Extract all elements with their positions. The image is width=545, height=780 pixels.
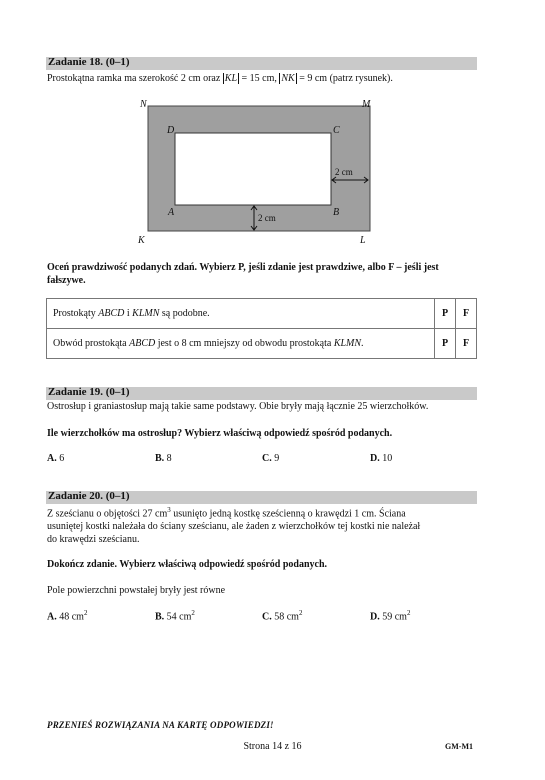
statement-text: Obwód prostokąta xyxy=(53,338,130,349)
intro-text: Z sześcianu o objętości 27 cm xyxy=(47,508,168,520)
page-number: Strona 14 z 16 xyxy=(243,741,302,752)
dim-bottom-label: 2 cm xyxy=(258,213,276,223)
statement-text: są podobne. xyxy=(159,308,210,319)
label-k: K xyxy=(138,235,145,246)
option-value: 58 cm xyxy=(274,611,299,623)
statement-text: Prostokąty xyxy=(53,308,99,319)
option-letter: B. xyxy=(155,611,165,623)
statement-abcd: ABCD xyxy=(129,338,156,349)
kl-value: = 15 cm, xyxy=(241,73,277,84)
task20-option-c[interactable] xyxy=(262,609,302,622)
option-value: 8 xyxy=(166,453,172,464)
option-letter: D. xyxy=(370,611,380,623)
task19-option-a[interactable] xyxy=(47,453,64,464)
task19-intro: Ostrosłup i graniastosłup mają takie same podstawy. Obie bryły mają łącznie 25 wierzchołków. xyxy=(47,401,429,412)
option-value: 54 cm xyxy=(166,611,192,623)
task18-header-bar xyxy=(46,57,477,70)
statement-text: . xyxy=(361,338,364,349)
dim-right-label: 2 cm xyxy=(335,167,353,177)
option-letter: A. xyxy=(47,453,57,464)
label-d: D xyxy=(167,125,175,136)
label-n: N xyxy=(140,99,147,110)
task20-question: Dokończ zdanie. Wybierz właściwą odpowiedź spośród podanych. xyxy=(47,559,328,570)
table-row xyxy=(47,299,477,329)
task20-option-b[interactable] xyxy=(155,609,195,622)
table-row xyxy=(47,329,477,359)
exam-code: GM-M1 xyxy=(445,742,473,751)
statement-cell xyxy=(47,329,435,359)
task19-header-bar xyxy=(46,387,477,400)
task19-question: Ile wierzchołków ma ostrosłup? Wybierz właściwą odpowiedź spośród podanych. xyxy=(47,428,393,439)
task18-header: Zadanie 18. (0–1) xyxy=(48,56,130,68)
answer-p-button[interactable]: P xyxy=(435,299,456,329)
statement-text: i xyxy=(124,308,133,319)
task20-option-d[interactable] xyxy=(370,609,410,622)
task20-option-a[interactable] xyxy=(47,609,87,622)
superscript: 3 xyxy=(167,506,171,514)
kl-segment: KL xyxy=(224,73,238,84)
superscript: 2 xyxy=(191,609,195,617)
statement-klmn: KLMN xyxy=(333,338,362,349)
label-a: A xyxy=(168,207,175,218)
option-value: 59 cm xyxy=(382,611,407,623)
task19-option-d[interactable] xyxy=(370,453,392,464)
option-value: 48 cm xyxy=(59,611,84,623)
option-letter: C. xyxy=(262,611,272,623)
task20-header-bar xyxy=(46,491,477,504)
option-value: 9 xyxy=(274,453,280,464)
label-l: L xyxy=(360,235,366,246)
task18-instruction: Oceń prawdziwość podanych zdań. Wybierz P, jeśli zdanie jest prawdziwe, albo F – jeśli jest fałszywe. xyxy=(47,262,439,286)
nk-segment: NK xyxy=(281,73,295,84)
task19-header: Zadanie 19. (0–1) xyxy=(48,386,130,398)
task18-intro-post: (patrz rysunek). xyxy=(329,73,393,84)
statement-abcd: ABCD xyxy=(98,308,125,319)
task19-option-b[interactable] xyxy=(155,453,172,464)
task19-option-c[interactable] xyxy=(262,453,279,464)
intro-text: usuniętej kostki należała do ściany sześcianu, ale żaden z wierzchołków tej kostki nie należał xyxy=(47,521,421,533)
task18-intro xyxy=(47,72,393,85)
statement-cell xyxy=(47,299,435,329)
true-false-table xyxy=(46,298,477,359)
transfer-note: PRZENIEŚ ROZWIĄZANIA NA KARTĘ ODPOWIEDZI! xyxy=(47,720,274,730)
task20-stem: Pole powierzchni powstałej bryły jest równe xyxy=(47,585,226,596)
task20-header: Zadanie 20. (0–1) xyxy=(48,490,130,502)
label-b: B xyxy=(333,207,340,218)
intro-text: usunięto jedną kostkę sześcienną o krawędzi 1 cm. Ściana xyxy=(170,508,406,520)
answer-p-button[interactable]: P xyxy=(435,329,456,359)
label-m: M xyxy=(362,99,371,110)
inner-rectangle xyxy=(175,133,331,205)
superscript: 2 xyxy=(298,609,303,617)
option-value: 10 xyxy=(382,453,393,464)
answer-f-button[interactable]: F xyxy=(456,329,477,359)
statement-klmn: KLMN xyxy=(132,308,160,319)
answer-f-button[interactable]: F xyxy=(456,299,477,329)
statement-text: jest o 8 cm mniejszy od obwodu prostokąta xyxy=(155,338,334,349)
task20-intro xyxy=(47,504,478,546)
option-letter: D. xyxy=(370,453,380,464)
task18-intro-pre: Prostokątna ramka ma szerokość 2 cm oraz xyxy=(47,73,221,84)
superscript: 2 xyxy=(406,609,411,617)
option-letter: C. xyxy=(262,453,272,464)
option-letter: A. xyxy=(47,611,57,623)
label-c: C xyxy=(333,125,340,136)
option-value: 6 xyxy=(59,453,65,464)
intro-text: do krawędzi sześcianu. xyxy=(47,534,140,546)
superscript: 2 xyxy=(83,609,88,617)
option-letter: B. xyxy=(155,453,165,464)
nk-value: = 9 cm xyxy=(299,73,328,84)
